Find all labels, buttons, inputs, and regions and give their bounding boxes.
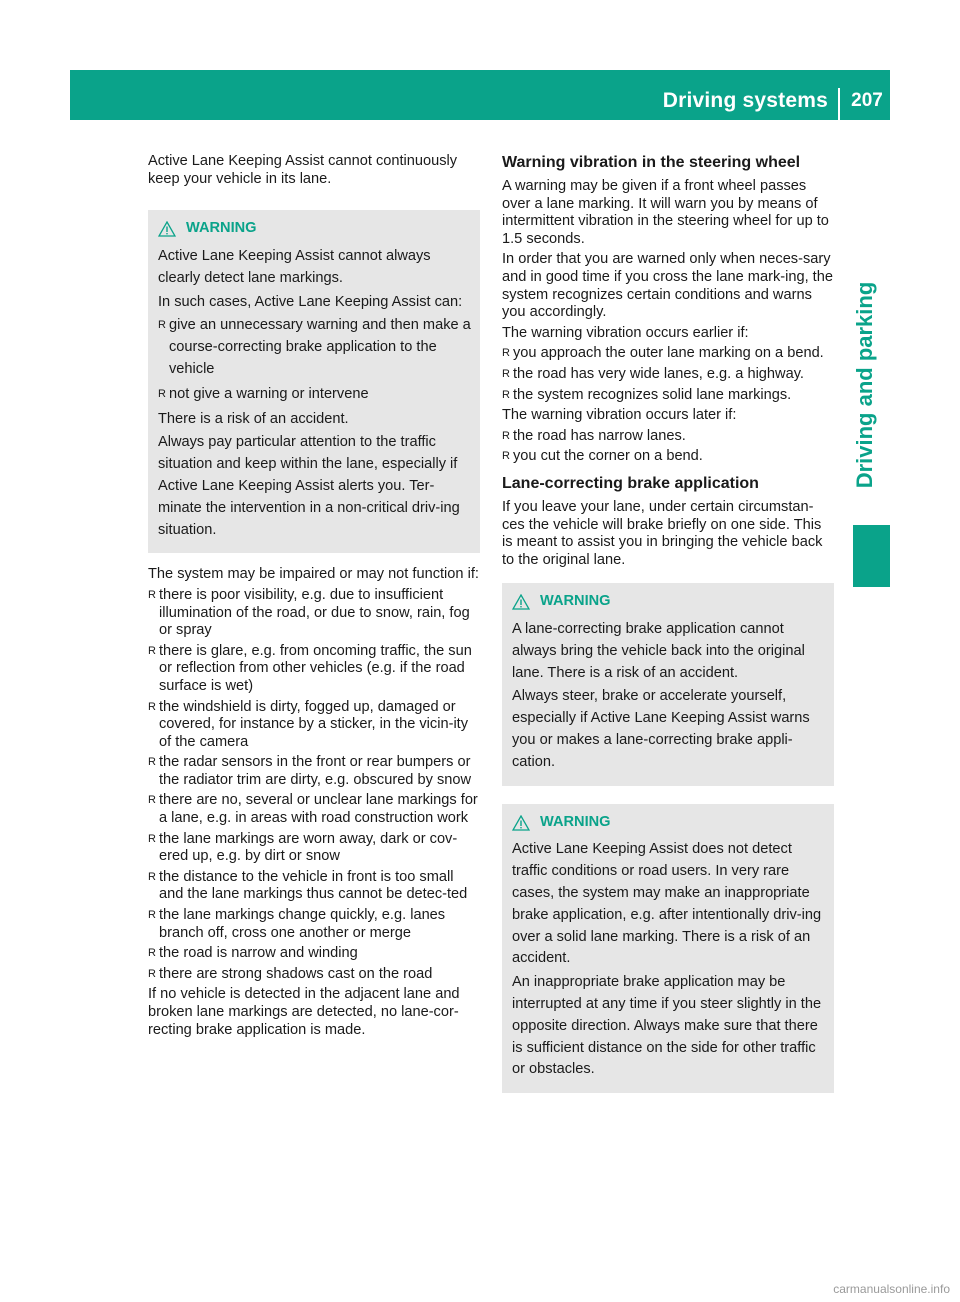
side-tab-label: Driving and parking: [852, 281, 877, 489]
body-paragraph: In order that you are warned only when neces-sary and in good time if you cross the lane mark-ing, the system recognizes certain conditions and warns you accordingly.: [502, 251, 833, 321]
list-item: R the road has narrow lanes.: [502, 427, 686, 444]
impaired-intro: The system may be impaired or may not function if:: [148, 566, 479, 583]
bullet-icon: R: [148, 700, 156, 713]
bullet-icon: R: [148, 870, 156, 883]
warning-triangle-icon: [512, 815, 530, 831]
bullet-icon: R: [502, 388, 510, 401]
list-item: R there is poor visibility, e.g. due to insufficient illumination of the road, or due to snow, rain, fog or spray: [148, 586, 470, 639]
bullet-icon: R: [158, 387, 166, 400]
header-bar: [70, 70, 890, 120]
earlier-intro: The warning vibration occurs earlier if:: [502, 324, 749, 341]
list-item: R give an unnecessary warning and then make a course-correcting brake application to the vehicle: [158, 317, 471, 377]
outro-paragraph: If no vehicle is detected in the adjacent lane and broken lane markings are detected, no lane-cor-recting brake application is made.: [148, 986, 460, 1038]
warning-text: Always steer, brake or accelerate yourself, especially if Active Lane Keeping Assist warns you or makes a lane-correcting brake appli-cation.: [512, 688, 810, 770]
section-heading: Warning vibration in the steering wheel: [502, 154, 801, 171]
warning-text: An inappropriate brake application may be interrupted at any time if you steer slightly in the opposite direction. Always make sure that there is sufficient distance on the side for other traffic or obstacles.: [512, 974, 822, 1078]
bullet-icon: R: [148, 967, 156, 980]
warning-heading: [512, 591, 826, 613]
warning-title: WARNING: [540, 593, 611, 610]
bullet-icon: R: [148, 947, 156, 960]
warning-triangle-icon: [512, 594, 530, 610]
warning-heading: [512, 812, 826, 834]
intro-paragraph: Active Lane Keeping Assist cannot continuously keep your vehicle in its lane.: [148, 153, 458, 187]
warning-text: Active Lane Keeping Assist cannot always clearly detect lane markings.: [158, 247, 431, 286]
side-tab-marker: [853, 525, 890, 587]
warning-heading: [158, 218, 472, 240]
watermark: carmanualsonline.info: [833, 1282, 950, 1296]
bullet-icon: R: [148, 832, 156, 845]
warning-text: A lane-correcting brake application cannot always bring the vehicle back into the original lane. There is a risk of an accident.: [512, 621, 805, 681]
warning-triangle-icon: [158, 221, 176, 237]
section-title: Driving systems: [662, 89, 828, 112]
body-paragraph: A warning may be given if a front wheel passes over a lane marking. It will warn you by means of intermittent vibration in the steering wheel for up to 1.5 seconds.: [502, 178, 829, 247]
page-number: 207: [851, 90, 883, 111]
bullet-icon: R: [148, 644, 156, 657]
list-item: R you approach the outer lane marking on a bend.: [502, 345, 824, 362]
later-bullet-list: [502, 428, 834, 466]
warning-box: [502, 804, 834, 1094]
bullet-icon: R: [502, 367, 510, 380]
warning-title: WARNING: [186, 220, 257, 237]
list-item: R the road is narrow and winding: [148, 945, 358, 962]
bullet-icon: R: [158, 319, 166, 332]
warning-text: Always pay particular attention to the traffic situation and keep within the lane, especially if Active Lane Keeping Assist alerts you. Ter-minate the intervention in a non-critical driv-ing situation.: [158, 434, 460, 538]
warning-text: There is a risk of an accident.: [158, 410, 349, 427]
list-item: R you cut the corner on a bend.: [502, 448, 703, 465]
list-item: R there are strong shadows cast on the road: [148, 965, 433, 982]
body-paragraph: If you leave your lane, under certain circumstan-ces the vehicle will brake briefly on one side. This is meant to assist you in bringing the vehicle back to the original lane.: [502, 498, 823, 568]
list-item: R the lane markings are worn away, dark or cov-ered up, e.g. by dirt or snow: [148, 830, 458, 865]
bullet-icon: R: [502, 347, 510, 360]
list-item: R there are no, several or unclear lane markings for a lane, e.g. in areas with road construction work: [148, 792, 478, 827]
warning-text: Active Lane Keeping Assist does not detect traffic conditions or road users. In very rare cases, the system may make an inappropriate brake application, e.g. after intentionally driv-ing over a solid lane marking. There is a risk of an accident.: [512, 841, 822, 967]
warning-box: [502, 583, 834, 785]
warning-box: [148, 210, 480, 553]
bullet-icon: R: [148, 909, 156, 922]
list-item: R the distance to the vehicle in front is too small and the lane markings thus cannot be detec-ted: [148, 868, 468, 903]
list-item: R the system recognizes solid lane markings.: [502, 386, 792, 403]
list-item: R there is glare, e.g. from oncoming traffic, the sun or reflection from other vehicles (e.g. if the road surface is wet): [148, 642, 472, 694]
bullet-icon: R: [148, 756, 156, 769]
list-item: R not give a warning or intervene: [158, 384, 472, 406]
list-item: R the road has very wide lanes, e.g. a highway.: [502, 365, 804, 382]
warning-bullet-list: [158, 315, 472, 405]
bullet-icon: R: [148, 794, 156, 807]
left-column: [148, 153, 480, 1039]
right-column: [502, 153, 834, 1093]
earlier-bullet-list: [502, 345, 834, 404]
list-item: R the windshield is dirty, fogged up, damaged or covered, for instance by a sticker, in the vicin-ity of the camera: [148, 698, 469, 750]
bullet-icon: R: [148, 588, 156, 601]
list-item: R the radar sensors in the front or rear bumpers or the radiator trim are dirty, e.g. obscured by snow: [148, 754, 472, 788]
side-tab: [840, 220, 890, 550]
warning-text: In such cases, Active Lane Keeping Assist can:: [158, 293, 463, 310]
list-item: R the lane markings change quickly, e.g. lanes branch off, cross one another or merge: [148, 907, 446, 941]
bullet-icon: R: [502, 429, 510, 442]
warning-title: WARNING: [540, 813, 611, 830]
header-divider: [838, 88, 840, 120]
later-intro: The warning vibration occurs later if:: [502, 407, 737, 424]
section-heading: Lane-correcting brake application: [502, 474, 759, 492]
impaired-bullet-list: [148, 587, 480, 983]
bullet-icon: R: [502, 450, 510, 463]
